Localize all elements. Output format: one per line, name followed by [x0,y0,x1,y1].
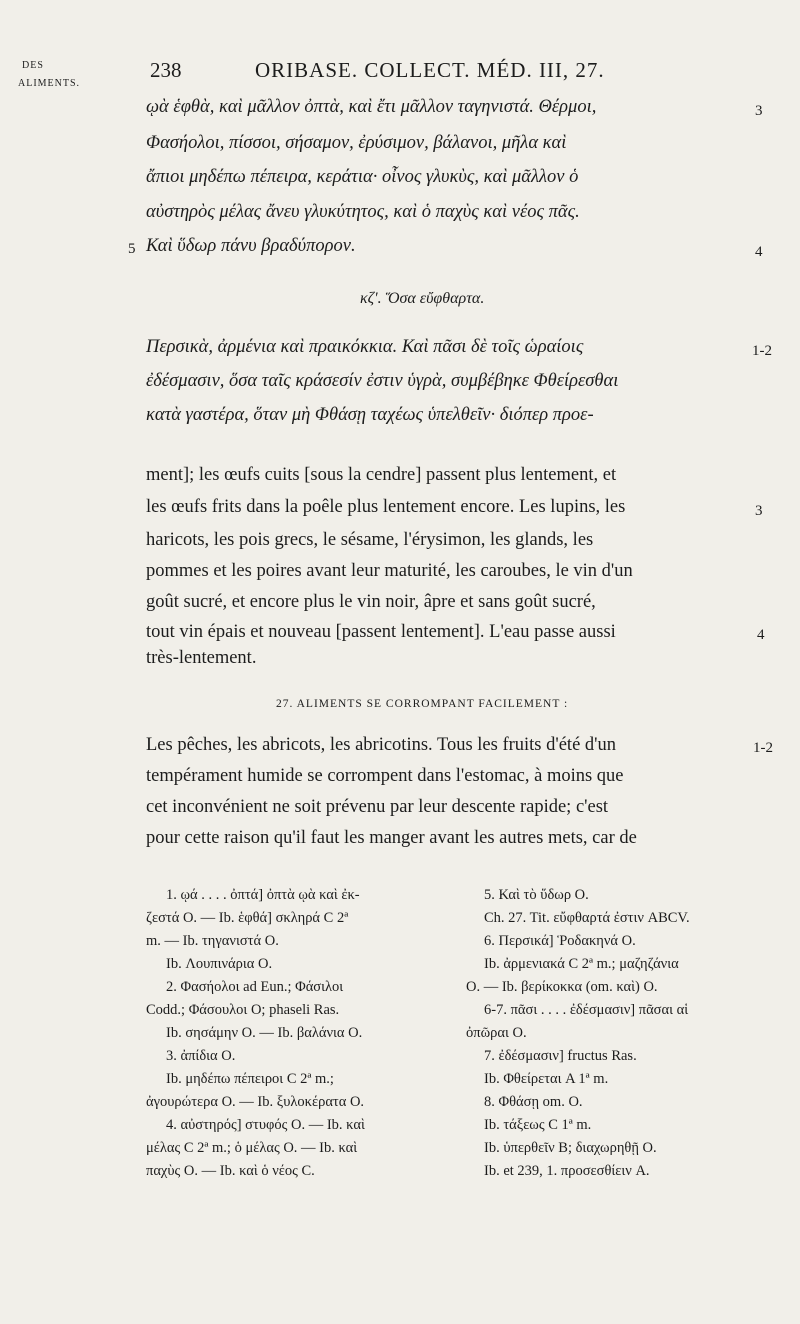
footnote-line: 8. Φθάσῃ om. O. [484,1094,583,1110]
greek-section-title: κζ'. Ὅσα εὔφθαρτα. [360,290,485,307]
french-line: très-lentement. [146,648,257,668]
footnote-line: Codd.; Φάσουλοι O; phaseli Ras. [146,1002,340,1018]
footnote-line: Ib. ὑπερθεῖν B; διαχωρηθῇ O. [484,1140,657,1156]
footnote-line: 6-7. πᾶσι . . . . ἐδέσμασιν] πᾶσαι αἱ [484,1002,689,1018]
margin-note-des: DES [22,60,44,71]
french-line: ment]; les œufs cuits [sous la cendre] passent plus lentement, et [146,465,617,485]
footnote-line: Ch. 27. Tit. εὔφθαρτά ἐστιν ABCV. [484,910,690,926]
footnote-line: Ib. μηδέπω πέπειροι C 2ª m.; [166,1071,334,1087]
line-marker: 4 [757,627,765,643]
running-title: ORIBASE. COLLECT. MÉD. III, 27. [255,58,605,82]
french-line: tempérament humide se corrompent dans l'estomac, à moins que [146,766,624,786]
greek-line: Περσικὰ, ἀρμένια καὶ πραικόκκια. Καὶ πᾶσι δὲ τοῖς ὡραίοις [146,337,584,357]
footnote-line: Ib. τάξεως C 1ª m. [484,1117,592,1133]
footnote-line: O. — Ib. βερίκοκκα (om. καὶ) O. [466,979,658,995]
line-marker: 3 [755,503,763,519]
footnote-line: μέλας C 2ª m.; ὁ μέλας O. — Ib. καὶ [146,1140,358,1156]
french-section-title: 27. ALIMENTS SE CORROMPANT FACILEMENT : [276,698,569,710]
footnote-line: 2. Φασήολοι ad Eun.; Φάσιλοι [166,979,344,995]
footnote-line: 6. Περσικά] Ῥοδακηνά O. [484,933,636,949]
footnote-line: 1. ῳά . . . . ὀπτά] ὀπτὰ ῳὰ καὶ ἐκ- [166,887,360,903]
footnote-line: Ib. ἀρμενιακά C 2ª m.; μαζηζάνια [484,956,679,972]
french-line: pommes et les poires avant leur maturité, les caroubes, le vin d'un [146,561,633,581]
footnote-line: 5. Καὶ τὸ ὕδωρ O. [484,887,589,903]
footnote-line: ὀπῶραι O. [466,1025,527,1041]
footnote-line: m. — Ib. τηγανιστά O. [146,933,279,949]
footnote-line: Ib. Φθείρεται A 1ª m. [484,1071,609,1087]
margin-note-aliments: ALIMENTS. [18,78,81,89]
line-marker: 1-2 [753,740,773,756]
footnote-line: ἀγουρώτερα O. — Ib. ξυλοκέρατα O. [146,1094,365,1110]
french-line: haricots, les pois grecs, le sésame, l'érysimon, les glands, les [146,530,594,550]
line-marker: 3 [755,103,763,119]
line-marker: 4 [755,244,763,260]
footnote-line: Ib. σησάμην O. — Ib. βαλάνια O. [166,1025,363,1041]
french-line: Les pêches, les abricots, les abricotins. Tous les fruits d'été d'un [146,735,616,755]
french-line: tout vin épais et nouveau [passent lentement]. L'eau passe aussi [146,622,616,642]
footnote-line: 4. αὐστηρός] στυφός O. — Ib. καὶ [166,1117,365,1133]
greek-line: Καὶ ὕδωρ πάνυ βραδύπορον. [146,236,356,256]
footnote-line: Ib. Λουπινάρια O. [166,956,273,972]
french-line: pour cette raison qu'il faut les manger avant les autres mets, car de [146,828,637,848]
french-line: les œufs frits dans la poêle plus lentement encore. Les lupins, les [146,497,626,517]
greek-line: ῳὰ ἑφθὰ, καὶ μᾶλλον ὀπτὰ, καὶ ἔτι μᾶλλον ταγηνιστά. Θέρμοι, [146,97,597,117]
footnotes-left [146,884,365,1183]
footnotes-right [466,884,690,1183]
french-line: goût sucré, et encore plus le vin noir, âpre et sans goût sucré, [146,592,596,612]
greek-line: ἄπιοι μηδέπω πέπειρα, κεράτια· οἶνος γλυκὺς, καὶ μᾶλλον ὁ [146,167,579,187]
footnote-line: Ib. et 239, 1. προσεσθίειν A. [484,1163,650,1179]
footnote-line: 3. ἀπίδια O. [166,1048,236,1064]
footnote-line: ζεστά O. — Ib. ἑφθά] σκληρά C 2ª [146,910,349,926]
greek-line: αὐστηρὸς μέλας ἄνευ γλυκύτητος, καὶ ὁ παχὺς καὶ νέος πᾶς. [146,202,580,222]
footnote-line: 7. ἐδέσμασιν] fructus Ras. [484,1048,637,1064]
greek-line: ἐδέσμασιν, ὅσα ταῖς κράσεσίν ἐστιν ὑγρὰ, συμβέβηκε Φθείρεσθαι [146,371,619,391]
line-marker: 1-2 [752,343,772,359]
french-line: cet inconvénient ne soit prévenu par leur descente rapide; c'est [146,797,609,817]
page-number: 238 [150,58,182,82]
footnote-line: παχὺς O. — Ib. καὶ ὁ νέος C. [146,1163,315,1179]
greek-line: Φασήολοι, πίσσοι, σήσαμον, ἐρύσιμον, βάλανοι, μῆλα καὶ [146,133,567,153]
greek-line: κατὰ γαστέρα, ὅταν μὴ Φθάσῃ ταχέως ὑπελθεῖν· διόπερ προε- [146,405,594,425]
line-marker: 5 [128,241,136,257]
